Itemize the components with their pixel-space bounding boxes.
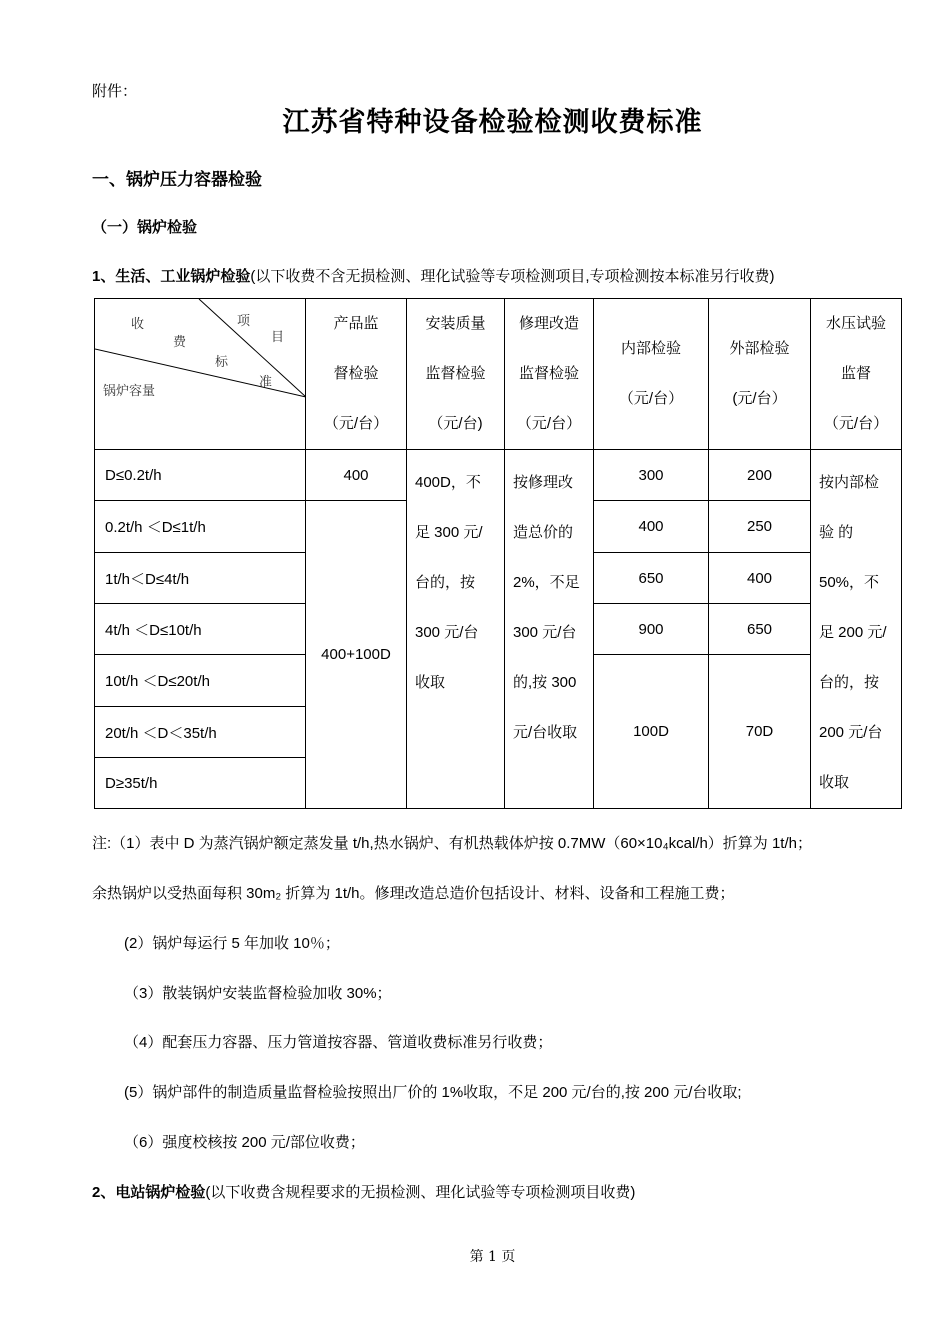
header-repair: 修理改造 监督检验 （元/台）: [505, 299, 594, 450]
product-cell: 400: [306, 450, 407, 501]
corner-char: 项: [237, 314, 251, 329]
header-install: 安装质量 监督检验 （元/台): [407, 299, 505, 450]
diagonal-lines: [95, 299, 306, 448]
subsection-heading: （一）锅炉检验: [92, 219, 198, 236]
corner-char: 收: [131, 317, 145, 332]
page-number: 第 1 页: [469, 1249, 516, 1265]
section-heading: 一、锅炉压力容器检验: [92, 170, 262, 189]
internal-cell: 300: [594, 450, 709, 501]
table-row: [95, 450, 902, 501]
capacity-cell: 4t/h ＜D≤10t/h: [95, 604, 306, 655]
install-cell: 400D，不 足 300 元/ 台的，按 300 元/台 收取: [407, 450, 505, 809]
corner-char: 费: [173, 335, 187, 350]
header-internal: 内部检验 （元/台）: [594, 299, 709, 450]
item-label: 1、生活、工业锅炉检验: [92, 268, 251, 285]
internal-cell: 650: [594, 553, 709, 604]
header-product: 产品监 督检验 （元/台）: [306, 299, 407, 450]
note-line: 注:（1）表中 D 为蒸汽锅炉额定蒸发量 t/h,热水锅炉、有机热载体炉按 0.7MW（60×10₄kcal/h）折算为 1t/h；: [92, 835, 812, 852]
corner-char: 标: [215, 355, 229, 370]
corner-header: [95, 299, 306, 450]
corner-char: 目: [271, 330, 285, 345]
internal-cell: 400: [594, 501, 709, 553]
corner-label: 锅炉容量: [103, 384, 156, 399]
capacity-cell: D≥35t/h: [95, 758, 306, 809]
capacity-cell: D≤0.2t/h: [95, 450, 306, 501]
note-line: （4）配套压力容器、压力管道按容器、管道收费标准另行收费；: [124, 1034, 553, 1051]
note-line: （3）散装锅炉安装监督检验加收 30%；: [124, 985, 392, 1002]
external-cell: 70D: [709, 655, 811, 809]
item-heading: [92, 265, 775, 286]
note-line: (5）锅炉部件的制造质量监督检验按照出厂价的 1%收取，不足 200 元/台的,按 200 元/台收取;: [124, 1084, 742, 1101]
internal-cell: 100D: [594, 655, 709, 809]
header-hydro: 水压试验 监督 （元/台）: [811, 299, 902, 450]
note-line: （6）强度校核按 200 元/部位收费；: [124, 1134, 365, 1151]
repair-cell: 按修理改 造总价的 2%，不足 300 元/台 的,按 300 元/台收取: [505, 450, 594, 809]
product-cell: 400+100D: [306, 501, 407, 809]
item-label: 2、电站锅炉检验: [92, 1184, 206, 1201]
note-line: (2）锅炉每运行 5 年加收 10％；: [124, 935, 340, 952]
capacity-cell: 0.2t/h ＜D≤1t/h: [95, 501, 306, 553]
item-note: (以下收费含规程要求的无损检测、理化试验等专项检测项目收费): [205, 1184, 636, 1201]
external-cell: 400: [709, 553, 811, 604]
capacity-cell: 10t/h ＜D≤20t/h: [95, 655, 306, 707]
item-note: (以下收费不含无损检测、理化试验等专项检测项目,专项检测按本标准另行收费): [250, 268, 775, 285]
item-heading: [92, 1181, 635, 1202]
external-cell: 200: [709, 450, 811, 501]
corner-char: 准: [259, 375, 273, 390]
note-line: 余热锅炉以受热面每积 30m₂ 折算为 1t/h。修理改造总造价包括设计、材料、设备和工程施工费；: [92, 885, 735, 902]
external-cell: 650: [709, 604, 811, 655]
fee-table: [94, 298, 902, 809]
hydro-cell: 按内部检 验 的 50%，不 足 200 元/ 台的，按 200 元/台 收取: [811, 450, 902, 809]
attachment-label: 附件：: [92, 82, 138, 100]
capacity-cell: 1t/h＜D≤4t/h: [95, 553, 306, 604]
capacity-cell: 20t/h ＜D＜35t/h: [95, 707, 306, 758]
page-title: 江苏省特种设备检验检测收费标准: [282, 107, 703, 137]
header-external: 外部检验 (元/台）: [709, 299, 811, 450]
external-cell: 250: [709, 501, 811, 553]
internal-cell: 900: [594, 604, 709, 655]
